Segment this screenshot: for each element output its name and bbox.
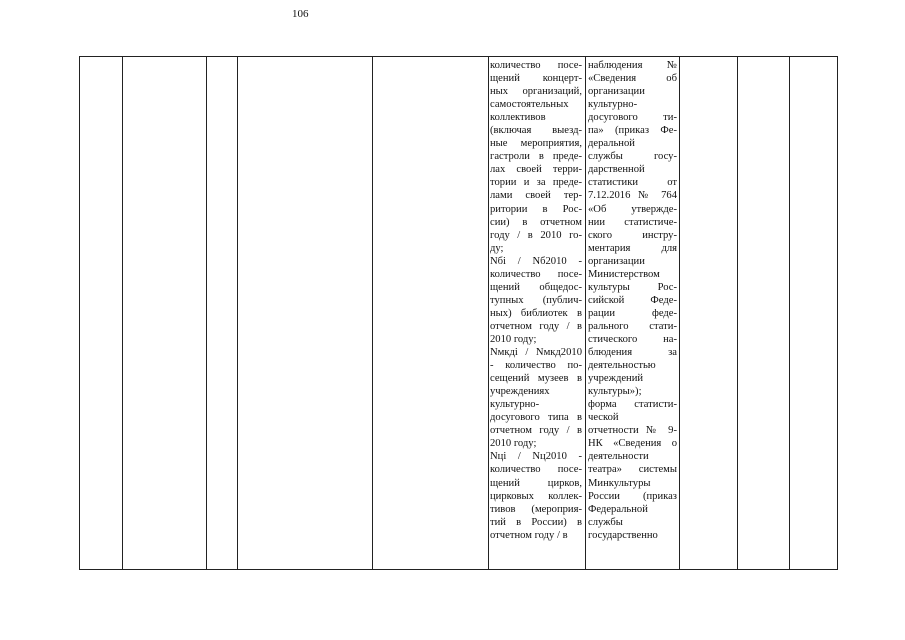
text-line: коллективов [490,112,546,124]
text-line: отчетности № 9- [588,425,677,437]
text-line: ные мероприятия, [490,138,582,150]
text-line: количество посе- [490,60,582,71]
column-divider [679,57,680,569]
text-line: тории и за преде- [490,177,582,189]
table [79,56,838,570]
text-line: сийской Феде- [588,294,677,306]
text-line: наблюдения № [588,60,677,71]
text-line: году / в 2010 го- [490,229,582,241]
text-line: «Сведения об [588,73,677,85]
text-line: НК «Сведения о [588,438,677,450]
text-line: культурно- [490,399,540,411]
page-number: 106 [292,8,309,20]
text-line: блюдения за [588,347,677,359]
text-line: отчетном году / в [490,529,568,541]
text-line: культуры Рос- [588,281,677,293]
text-line: лами своей тер- [490,190,582,202]
text-line: 2010 году; [490,438,537,450]
text-line: деятельности [588,451,649,463]
text-line: Минкультуры [588,477,651,489]
column-divider [789,57,790,569]
text-line: Федеральной [588,503,648,515]
text-line: щений цирков, [490,477,582,489]
text-line: государственно [588,529,658,541]
text-line: учреждениях [490,386,550,398]
text-line: отчетном году / в [490,425,582,437]
text-line: театра» системы [588,464,677,476]
text-line: культуры»); [588,386,642,398]
column-divider [488,57,489,569]
text-line: ческой [588,412,619,424]
text-line: рации феде- [588,307,677,319]
text-line: количество посе- [490,268,582,280]
text-line: организации [588,86,645,98]
text-line: самостоятельных [490,99,569,111]
column-divider [206,57,207,569]
text-line: щений концерт- [490,73,582,85]
column-divider [737,57,738,569]
text-line: ду; [490,242,504,254]
text-line: 2010 году; [490,333,537,345]
text-line: тий в России) в [490,516,582,528]
text-line: ского инстру- [588,229,677,241]
text-line: деятельностью [588,360,656,372]
text-line: досугового типа в [490,412,582,424]
text-line: деральной [588,138,635,150]
text-line: Nцi / Nц2010 - [490,451,582,463]
text-line: 7.12.2016 № 764 [588,190,677,202]
text-line: количество посе- [490,464,582,476]
text-line: ных организаций, [490,86,582,98]
text-line: сии) в отчетном [490,216,582,228]
text-line: (включая выезд- [490,125,582,137]
text-line: сещений музеев в [490,373,582,385]
text-line: ных) библиотек в [490,307,582,319]
column-divider [122,57,123,569]
column-divider [585,57,586,569]
text-line: службы [588,516,623,528]
data-source-cell [588,59,677,542]
text-line: «Об утвержде- [588,203,677,215]
text-line: стического на- [588,333,677,345]
text-line: гастроли в преде- [490,151,582,163]
text-line: Министерством [588,268,660,280]
text-line: Nбi / Nб2010 - [490,255,582,267]
text-line: форма статисти- [588,399,677,411]
text-line: культурно- [588,99,638,111]
text-line: нии статистиче- [588,216,677,228]
text-line: службы госу- [588,151,677,163]
text-line: дарственной [588,164,645,176]
text-line: цирковых коллек- [490,490,582,502]
text-line: статистики от [588,177,677,189]
text-line: щений общедос- [490,281,582,293]
text-line: тупных (публич- [490,294,582,306]
text-line: организации [588,255,645,267]
text-line: Nмкдi / Nмкд2010 [490,347,582,359]
text-line: па» (приказ Фе- [588,125,677,137]
text-line: учреждений [588,373,644,385]
text-line: рального стати- [588,320,677,332]
text-line: России (приказ [588,490,677,502]
indicator-description-cell [490,59,582,542]
text-line: отчетном году / в [490,320,582,332]
text-line: ментария для [588,242,677,254]
text-line: досугового ти- [588,112,677,124]
text-line: лах своей терри- [490,164,582,176]
text-line: ритории в Рос- [490,203,582,215]
column-divider [372,57,373,569]
column-divider [237,57,238,569]
text-line: - количество по- [490,360,582,372]
text-line: тивов (мероприя- [490,503,582,515]
